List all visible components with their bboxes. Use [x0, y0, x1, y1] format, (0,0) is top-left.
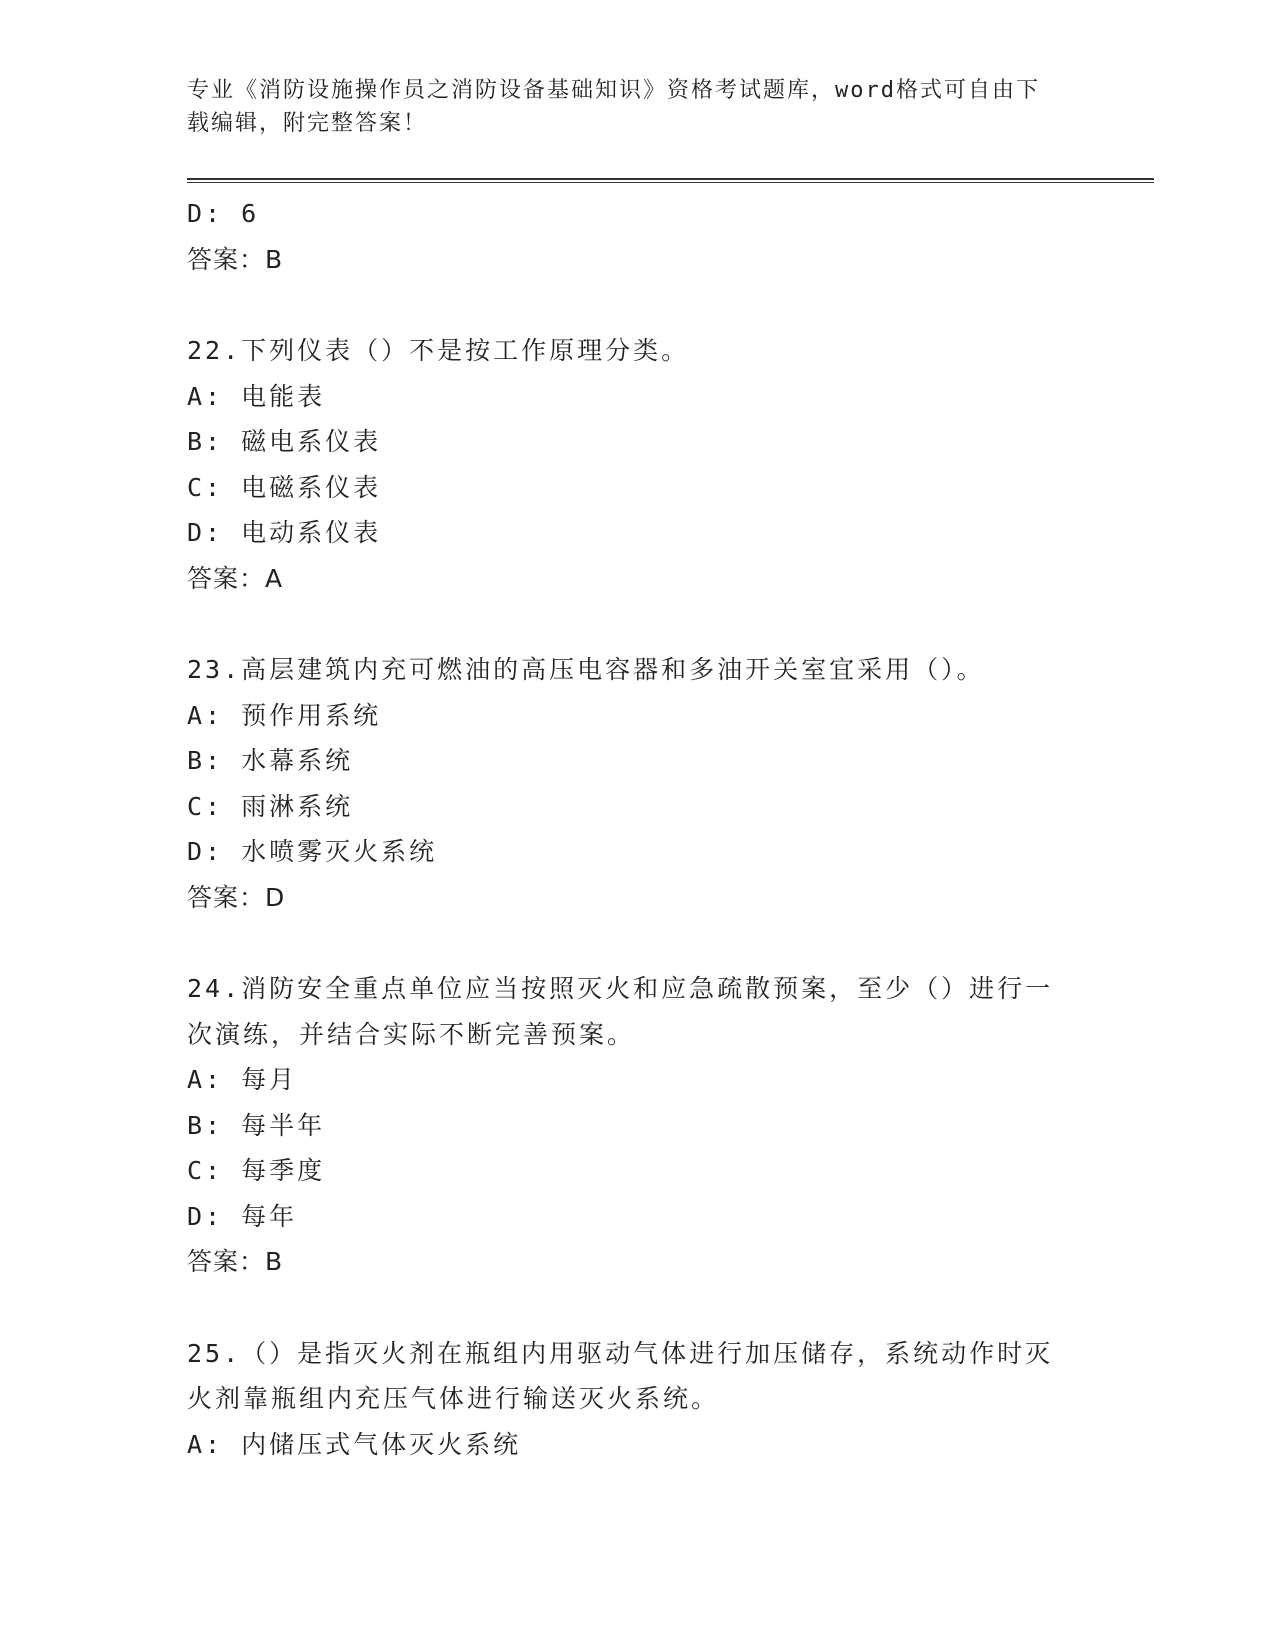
option-b: B: 水幕系统 — [187, 746, 354, 775]
spacer — [187, 601, 1087, 647]
option-a: A: 预作用系统 — [187, 700, 382, 730]
question-stem: 22.下列仪表（）不是按工作原理分类。 — [187, 336, 690, 365]
document-body — [187, 191, 1087, 1467]
answer: 答案：A — [187, 563, 284, 593]
option-c: C: 每季度 — [187, 1156, 326, 1185]
option-c: C: 雨淋系统 — [187, 791, 354, 821]
question-stem: 23.高层建筑内充可燃油的高压电容器和多油开关室宜采用（）。 — [187, 655, 985, 684]
answer: 答案：B — [187, 244, 284, 274]
spacer — [187, 920, 1087, 966]
option-b: B: 磁电系仪表 — [187, 427, 382, 456]
option-d: D: 6 — [187, 199, 260, 228]
header-title-line-1: 专业《消防设施操作员之消防设备基础知识》资格考试题库，word格式可自由下 — [187, 78, 1040, 103]
header-title-line-2: 载编辑，附完整答案！ — [187, 111, 428, 136]
spacer — [187, 282, 1087, 328]
question-stem-line-1: 24.消防安全重点单位应当按照灭火和应急疏散预案，至少（）进行一 — [187, 974, 1054, 1003]
answer: 答案：D — [187, 882, 286, 912]
option-c: C: 电磁系仪表 — [187, 472, 382, 502]
header-divider — [187, 178, 1154, 183]
question-stem-line-2: 火剂靠瓶组内充压气体进行输送灭火系统。 — [187, 1384, 720, 1413]
option-a: A: 电能表 — [187, 381, 326, 411]
question-stem-line-1: 25.（）是指灭火剂在瓶组内用驱动气体进行加压储存，系统动作时灭 — [187, 1338, 1054, 1368]
option-a: A: 内储压式气体灭火系统 — [187, 1429, 522, 1459]
option-d: D: 电动系仪表 — [187, 518, 382, 547]
answer: 答案：B — [187, 1247, 284, 1276]
spacer — [187, 1285, 1087, 1331]
option-d: D: 水喷雾灭火系统 — [187, 837, 438, 866]
page-header — [187, 74, 1087, 140]
question-stem-line-2: 次演练，并结合实际不断完善预案。 — [187, 1019, 636, 1049]
option-b: B: 每半年 — [187, 1110, 326, 1140]
option-a: A: 每月 — [187, 1065, 298, 1094]
option-d: D: 每年 — [187, 1201, 298, 1231]
